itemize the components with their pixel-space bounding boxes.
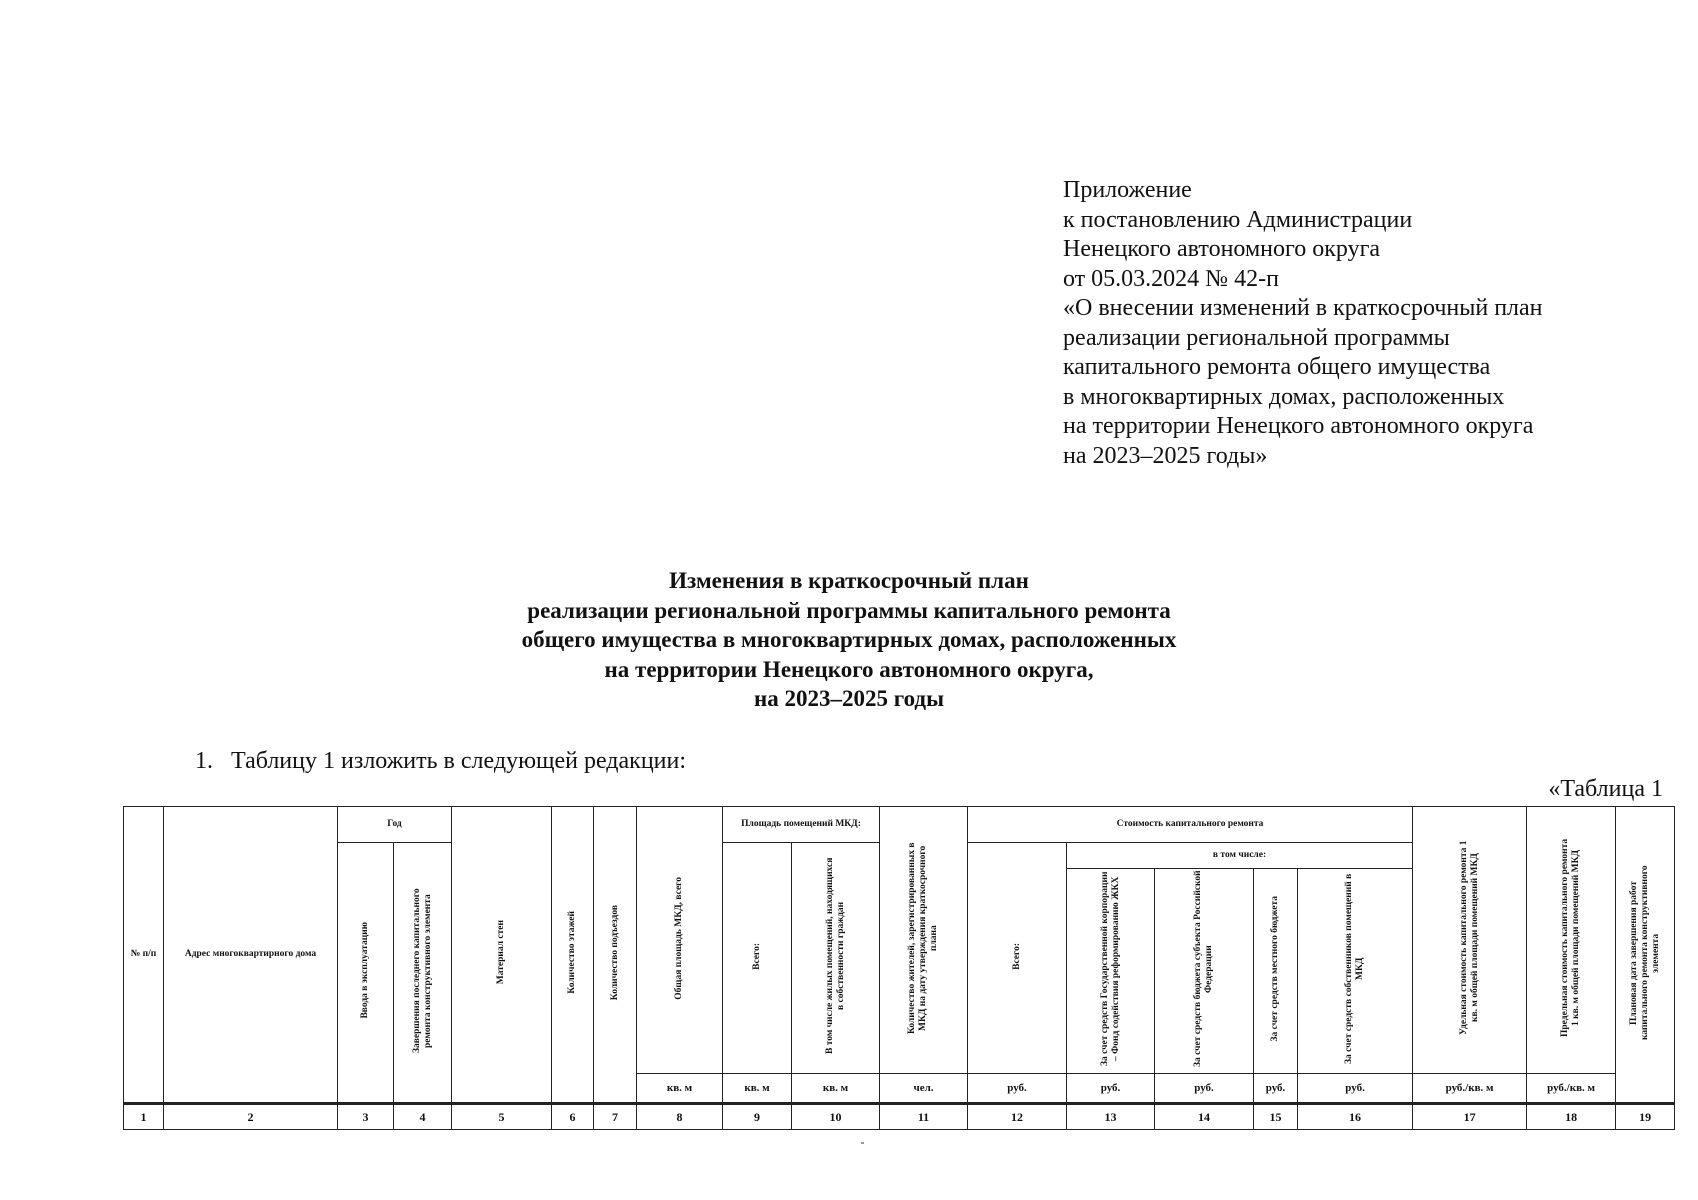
appendix-line: на 2023–2025 годы»: [1063, 442, 1268, 469]
column-number: 19: [1616, 1104, 1675, 1130]
header-cost-local: За счет средств местного бюджета: [1254, 869, 1298, 1074]
column-number: 9: [723, 1104, 792, 1130]
list-item-1: [195, 748, 686, 775]
appendix-line: от 05.03.2024 № 42-п: [1063, 265, 1279, 292]
header-num: № п/п: [124, 807, 164, 1104]
header-year-commission: Ввода в эксплуатацию: [338, 843, 394, 1104]
header-floors: Количество этажей: [552, 807, 594, 1104]
appendix-line: Ненецкого автономного округа: [1063, 236, 1381, 262]
appendix-line: реализации региональной программы: [1063, 324, 1450, 351]
title-line: общего имущества в многоквартирных домах, расположенных: [521, 627, 1177, 652]
header-unit-cost: Удельная стоимость капитального ремонта 1 кв. м общей площади помещений МКД: [1413, 807, 1527, 1074]
column-number: 7: [594, 1104, 637, 1130]
header-wall-material: Материал стен: [452, 807, 552, 1104]
unit-cell: кв. м: [637, 1074, 723, 1104]
appendix-block: [1063, 176, 1683, 471]
header-planned-date: Плановая дата завершения работ капитального ремонта конструктивного элемента: [1616, 807, 1675, 1104]
column-number: 8: [637, 1104, 723, 1130]
unit-cell: руб.: [968, 1074, 1067, 1104]
header-premises-area: Площадь помещений МКД:: [723, 807, 880, 843]
column-number: 18: [1527, 1104, 1616, 1130]
scan-speck: [861, 1142, 864, 1144]
column-number: 1: [124, 1104, 164, 1130]
unit-cell: кв. м: [723, 1074, 792, 1104]
header-total-area: Общая площадь МКД, всего: [637, 807, 723, 1074]
appendix-line: на территории Ненецкого автономного округа: [1063, 413, 1534, 439]
title-line: на территории Ненецкого автономного округа,: [604, 656, 1094, 682]
table-caption: «Таблица 1: [1548, 776, 1663, 802]
header-entrances: Количество подъездов: [594, 807, 637, 1104]
appendix-line: «О внесении изменений в краткосрочный план: [1063, 295, 1543, 321]
header-address: Адрес многоквартирного дома: [164, 807, 338, 1104]
unit-cell: руб.: [1254, 1074, 1298, 1104]
unit-cell: руб./кв. м: [1413, 1074, 1527, 1104]
title-line: реализации региональной программы капитального ремонта: [527, 597, 1171, 623]
column-number: 12: [968, 1104, 1067, 1130]
appendix-line: к постановлению Администрации: [1063, 206, 1413, 233]
header-residents: Количество жителей, зарегистрированных в МКД на дату утверждения краткосрочного плана: [880, 807, 968, 1074]
header-cost: Стоимость капитального ремонта: [968, 807, 1413, 843]
column-number: 16: [1298, 1104, 1413, 1130]
unit-cell: руб.: [1067, 1074, 1155, 1104]
list-item-text: Таблицу 1 изложить в следующей редакции:: [231, 748, 687, 774]
header-cost-including: в том числе:: [1067, 843, 1413, 869]
column-number: 5: [452, 1104, 552, 1130]
unit-cell: руб.: [1155, 1074, 1254, 1104]
header-cost-fund: За счет средств Государственной корпорации – Фонд содействия реформированию ЖКХ: [1067, 869, 1155, 1074]
column-number: 13: [1067, 1104, 1155, 1130]
column-number: 15: [1254, 1104, 1298, 1130]
column-number: 2: [164, 1104, 338, 1130]
repair-plan-table: [123, 806, 1675, 1130]
column-number: 3: [338, 1104, 394, 1130]
unit-cell: руб.: [1298, 1074, 1413, 1104]
appendix-line: в многоквартирных домах, расположенных: [1063, 383, 1505, 410]
unit-cell: руб./кв. м: [1527, 1074, 1616, 1104]
header-year: Год: [338, 807, 452, 843]
column-number: 4: [394, 1104, 452, 1130]
column-number: 17: [1413, 1104, 1527, 1130]
header-cost-regional: За счет средств бюджета субъекта Российской Федерации: [1155, 869, 1254, 1074]
appendix-line: Приложение: [1063, 177, 1192, 203]
title-line: Изменения в краткосрочный план: [669, 568, 1029, 593]
column-number-row: [124, 1104, 1675, 1130]
list-item-number: 1.: [195, 748, 213, 774]
unit-cell: кв. м: [792, 1074, 880, 1104]
appendix-line: капитального ремонта общего имущества: [1063, 354, 1491, 380]
header-row-1: [124, 807, 1675, 843]
title-line: на 2023–2025 годы: [753, 686, 945, 711]
header-max-cost: Предельная стоимость капитального ремонта 1 кв. м общей площади помещений МКД: [1527, 807, 1616, 1074]
header-premises-residential: В том числе жилых помещений, находящихся в собственности граждан: [792, 843, 880, 1074]
document-title: [0, 566, 1698, 714]
header-year-last-repair: Завершения последнего капитального ремонта конструктивного элемента: [394, 843, 452, 1104]
header-cost-total: Всего:: [968, 843, 1067, 1074]
header-premises-total: Всего:: [723, 843, 792, 1074]
column-number: 11: [880, 1104, 968, 1130]
column-number: 14: [1155, 1104, 1254, 1130]
header-cost-owners: За счет средств собственников помещений в МКД: [1298, 869, 1413, 1074]
unit-cell: чел.: [880, 1074, 968, 1104]
column-number: 10: [792, 1104, 880, 1130]
column-number: 6: [552, 1104, 594, 1130]
